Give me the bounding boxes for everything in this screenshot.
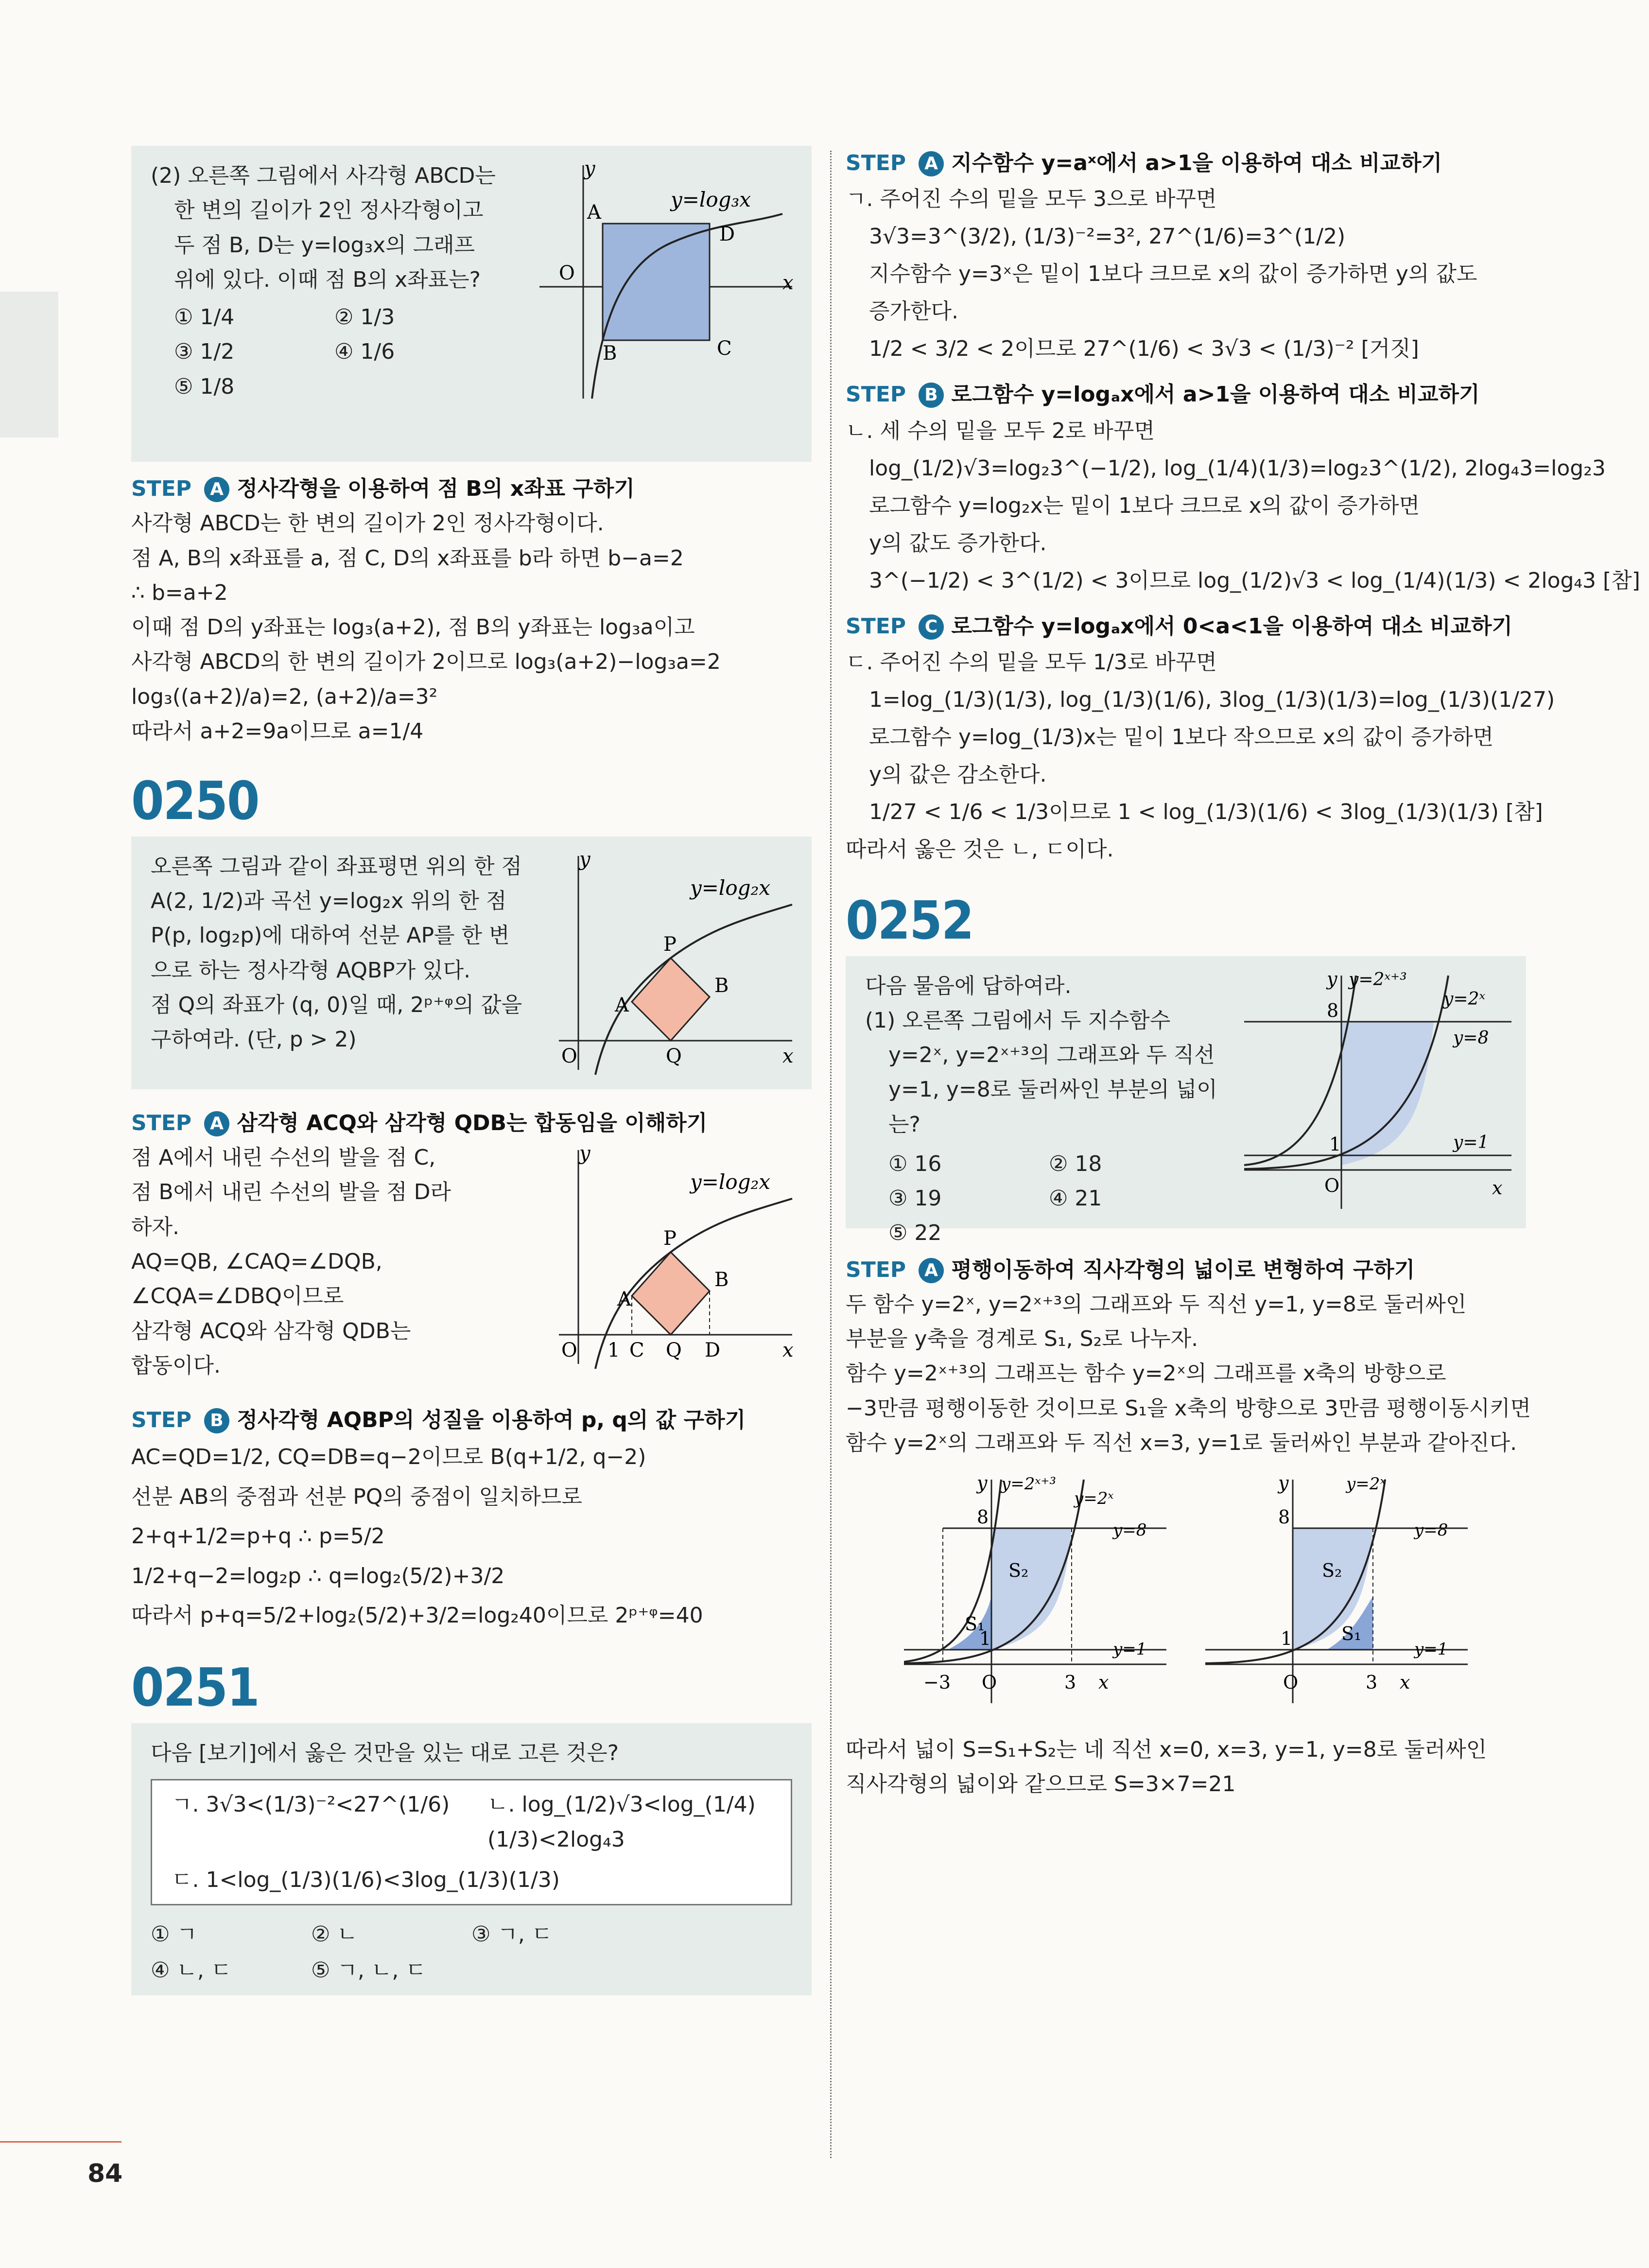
step-heading: STEP A 삼각형 ACQ와 삼각형 QDB는 합동임을 이해하기 [131, 1110, 708, 1135]
svg-text:x: x [1098, 1672, 1109, 1693]
svg-text:y=8: y=8 [1453, 1028, 1489, 1048]
problem-line: 한 변의 길이가 2인 정사각형이고 [174, 198, 484, 223]
svg-text:1: 1 [979, 1628, 991, 1650]
svg-text:y=1: y=1 [1453, 1132, 1489, 1152]
log3-square-figure [530, 156, 802, 408]
svg-text:y=2ˣ: y=2ˣ [1074, 1489, 1114, 1509]
choice: ② 18 [1049, 1151, 1102, 1176]
svg-text:y: y [1327, 968, 1337, 990]
svg-text:S₁: S₁ [965, 1613, 985, 1635]
solution-body: AC=QD=1/2, CQ=DB=q−2이므로 B(q+1/2, q−2) 선분 AB의 중점과 선분 PQ의 중점이 일치하므로 2+q+1/2=p+q ∴ p=5/2 1/2+q−2=log₂p ∴ q=log₂(5/2)+3/2 따라서 p+q=5/2+log₂(5/2)+3/2=log₂40이므로 2ᵖ⁺ᵠ=40 [131, 1445, 703, 1628]
choice: ② ㄴ [311, 1922, 358, 1947]
choice: ② 1/3 [334, 305, 395, 330]
intro-problem-box [131, 146, 812, 462]
svg-text:S₂: S₂ [1322, 1560, 1342, 1582]
svg-text:8: 8 [1327, 999, 1339, 1021]
svg-text:Q: Q [666, 1339, 682, 1362]
svg-text:1: 1 [1281, 1628, 1293, 1650]
page-number-rule [0, 2141, 122, 2143]
svg-text:8: 8 [1278, 1506, 1290, 1528]
problem-box-0251: 다음 [보기]에서 옳은 것만을 있는 대로 고른 것은? ㄱ. 3√3<(1/3)⁻²<27^(1/6) ㄴ. log_(1/2)√3<log_(1/4)(1/3)<2log₄3 ㄷ. 1<log_(1/3)(1/6)<3log_(1/3)(1/3) ① ㄱ ② ㄴ ③ ㄱ, ㄷ ④ ㄴ, ㄷ ⑤ ㄱ, ㄴ, ㄷ [131, 1723, 812, 1995]
curve-label: y=log₃x [671, 188, 751, 211]
left-column [131, 146, 812, 1995]
problem-box-0250: 오른쪽 그림과 같이 좌표평면 위의 한 점 A(2, 1/2)과 곡선 y=log₂x 위의 한 점 P(p, log₂p)에 대하여 선분 AP를 한 변 으로 하는 정사각형 AQBP가 있다. 점 Q의 좌표가 (q, 0)일 때, 2ᵖ⁺ᵠ의 값을 구하여라. (단, p > 2) y x O A P B Q y=log₂x [131, 837, 812, 1089]
exponential-region-figure [1244, 966, 1516, 1219]
side-tab [0, 292, 58, 437]
svg-text:x: x [782, 1045, 794, 1067]
solution-body: 두 함수 y=2ˣ, y=2ˣ⁺³의 그래프와 두 직선 y=1, y=8로 둘러싸인 부분을 y축을 경계로 S₁, S₂로 나누자. 함수 y=2ˣ⁺³의 그래프는 함수 y=2ˣ의 그래프를 x축의 방향으로 −3만큼 평행이동한 것이므로 S₁을 x축의 방향으로 3만큼 평행이동시키면 함수 y=2ˣ의 그래프와 두 직선 x=3, y=1로 둘러싸인 부분과 같아진다. [846, 1291, 1531, 1455]
choice: ① ㄱ [151, 1922, 197, 1947]
solution-body: ㄷ. 주어진 수의 밑을 모두 1/3로 바꾸면 1=log_(1/3)(1/3), log_(1/3)(1/6), 3log_(1/3)(1/3)=log_(1/3)(1/27) 로그함수 y=log_(1/3)x는 밑이 1보다 작으므로 x의 값이 증가하면 y의 값은 감소한다. 1/27 < 1/6 < 1/3이므로 1 < log_(1/3)(1/6) < 3log_(1/3)(1/3) [참] 따라서 옳은 것은 ㄴ, ㄷ이다. [846, 649, 1555, 862]
svg-text:B: B [714, 974, 729, 997]
solution-body: ㄱ. 주어진 수의 밑을 모두 3으로 바꾸면 3√3=3^(3/2), (1/3)⁻²=3², 27^(1/6)=3^(1/2) 지수함수 y=3ˣ은 밑이 1보다 크므로 x의 값이 증가하면 y의 값도 증가한다. 1/2 < 3/2 < 2이므로 27^(1/6) < 3√3 < (1/3)⁻² [거짓] [846, 187, 1477, 362]
svg-text:y=8: y=8 [1113, 1520, 1147, 1540]
page-number: 84 [87, 2159, 123, 2188]
congruence-figure [549, 1140, 802, 1374]
problem-number: 0252 [846, 890, 973, 951]
svg-text:O: O [1283, 1672, 1299, 1693]
choice: ① 1/4 [174, 305, 235, 330]
problem-line: (2) 오른쪽 그림에서 사각형 ABCD는 [151, 163, 496, 188]
translated-region-figure [1205, 1470, 1477, 1723]
svg-text:B: B [714, 1269, 729, 1291]
svg-text:O: O [561, 1045, 577, 1067]
svg-text:x: x [1492, 1177, 1503, 1199]
svg-text:O: O [559, 262, 575, 284]
conclusion: 따라서 넓이 S=S₁+S₂는 네 직선 x=0, x=3, y=1, y=8로 둘러싸인 직사각형의 넓이와 같으므로 S=3×7=21 [846, 1737, 1487, 1797]
bogi-box: ㄱ. 3√3<(1/3)⁻²<27^(1/6) ㄴ. log_(1/2)√3<log_(1/4)(1/3)<2log₄3 ㄷ. 1<log_(1/3)(1/6)<3log_(1/3)(1/3) [151, 1779, 792, 1905]
problem-box-0252: 다음 물음에 답하여라. (1) 오른쪽 그림에서 두 지수함수 y=2ˣ, y=2ˣ⁺³의 그래프와 두 직선 y=1, y=8로 둘러싸인 부분의 넓이 는? ① 16 ② 18 ③ 19 ④ 21 ⑤ 22 y x O 8 1 y=2ˣ⁺³ y=2ˣ y=8 y=1 [846, 956, 1526, 1228]
svg-text:y=1: y=1 [1113, 1640, 1147, 1659]
problem-number: 0250 [131, 771, 259, 832]
svg-text:y=2ˣ⁺³: y=2ˣ⁺³ [1349, 969, 1407, 990]
choice: ⑤ ㄱ, ㄴ, ㄷ [311, 1957, 426, 1983]
curve-label: y=log₂x [690, 875, 771, 900]
svg-text:x: x [782, 272, 794, 294]
svg-text:S₂: S₂ [1008, 1560, 1029, 1582]
svg-text:D: D [719, 223, 735, 245]
choice: ③ 19 [888, 1186, 942, 1211]
step-heading: STEP B 로그함수 y=logₐx에서 a>1을 이용하여 대소 비교하기 [846, 382, 1480, 407]
problem-line: 위에 있다. 이때 점 B의 x좌표는? [174, 267, 481, 292]
svg-text:O: O [561, 1339, 577, 1362]
step-heading: STEP A 지수함수 y=aˣ에서 a>1을 이용하여 대소 비교하기 [846, 151, 1442, 175]
svg-text:y: y [579, 1142, 590, 1165]
log2-square-figure [549, 846, 802, 1080]
svg-text:C: C [717, 337, 732, 360]
svg-text:C: C [629, 1339, 644, 1362]
svg-text:y: y [584, 157, 595, 180]
svg-text:x: x [1400, 1672, 1410, 1693]
svg-text:1: 1 [608, 1339, 620, 1362]
svg-text:y: y [579, 848, 590, 871]
svg-text:x: x [782, 1339, 794, 1362]
solution-body: ㄴ. 세 수의 밑을 모두 2로 바꾸면 log_(1/2)√3=log₂3^(−1/2), log_(1/4)(1/3)=log₂3^(1/2), 2log₄3=log₂3 로그함수 y=log₂x는 밑이 1보다 크므로 x의 값이 증가하면 y의 값도 증가한다. 3^(−1/2) < 3^(1/2) < 3이므로 log_(1/2)√3 < log_(1/4)(1/3) < 2log₄3 [참] [846, 418, 1640, 593]
svg-text:y=8: y=8 [1414, 1520, 1448, 1540]
svg-text:y=1: y=1 [1414, 1640, 1448, 1659]
column-divider [830, 151, 832, 2158]
svg-text:A: A [615, 994, 629, 1016]
solution-body: 점 A에서 내린 수선의 발을 점 C, 점 B에서 내린 수선의 발을 점 D라 하자. AQ=QB, ∠CAQ=∠DQB, ∠CQA=∠DBQ이므로 삼각형 ACQ와 삼각형 QDB는 합동이다. y x O A P B 1 C Q D y=log₂x [131, 1140, 812, 1393]
step-heading: STEP C 로그함수 y=logₐx에서 0<a<1을 이용하여 대소 비교하기 [846, 613, 1513, 639]
svg-text:y=2ˣ: y=2ˣ [1443, 989, 1486, 1009]
choice: ④ 1/6 [334, 339, 395, 365]
choice: ③ ㄱ, ㄷ [471, 1922, 553, 1947]
svg-text:S₁: S₁ [1341, 1623, 1362, 1645]
problem-number: 0251 [131, 1657, 259, 1719]
choice: ④ 21 [1049, 1186, 1102, 1211]
svg-text:y: y [977, 1472, 988, 1494]
choice: ① 16 [888, 1151, 942, 1176]
svg-text:−3: −3 [923, 1672, 951, 1693]
solution-body: 사각형 ABCD는 한 변의 길이가 2인 정사각형이다. 점 A, B의 x좌표를 a, 점 C, D의 x좌표를 b라 하면 b−a=2 ∴ b=a+2 이때 점 D의 y좌표는 log₃(a+2), 점 B의 y좌표는 log₃a이고 사각형 ABCD의 한 변의 길이가 2이므로 log₃(a+2)−log₃a=2 log₃((a+2)/a)=2, (a+2)/a=3² 따라서 a+2=9a이므로 a=1/4 [131, 511, 721, 744]
region-split-figure [904, 1470, 1176, 1723]
problem-line: 두 점 B, D는 y=log₃x의 그래프 [174, 232, 475, 258]
svg-text:B: B [603, 342, 617, 365]
svg-text:O: O [1324, 1174, 1340, 1196]
svg-text:y=log₂x: y=log₂x [690, 1170, 771, 1194]
svg-text:P: P [663, 933, 677, 956]
svg-text:y=2ˣ⁺³: y=2ˣ⁺³ [1001, 1474, 1056, 1494]
right-column [846, 146, 1640, 1802]
svg-text:y: y [1278, 1472, 1289, 1494]
svg-text:y=2ˣ: y=2ˣ [1346, 1474, 1386, 1494]
svg-text:1: 1 [1329, 1133, 1341, 1155]
choice: ⑤ 22 [888, 1221, 942, 1246]
translation-figures [846, 1470, 1526, 1732]
step-heading: STEP B 정사각형 AQBP의 성질을 이용하여 p, q의 값 구하기 [131, 1408, 746, 1433]
choice: ③ 1/2 [174, 339, 235, 365]
svg-text:A: A [587, 201, 601, 224]
svg-text:8: 8 [977, 1506, 989, 1528]
step-heading: STEP A 평행이동하여 직사각형의 넓이로 변형하여 구하기 [846, 1257, 1415, 1282]
choice: ⑤ 1/8 [174, 374, 235, 399]
svg-text:3: 3 [1064, 1672, 1076, 1693]
choice: ④ ㄴ, ㄷ [151, 1957, 232, 1983]
svg-text:A: A [617, 1288, 631, 1311]
svg-text:3: 3 [1366, 1672, 1378, 1693]
svg-text:P: P [663, 1227, 677, 1250]
step-heading: STEP A 정사각형을 이용하여 점 B의 x좌표 구하기 [131, 476, 635, 501]
svg-text:D: D [705, 1339, 721, 1362]
svg-text:O: O [982, 1672, 997, 1693]
svg-text:Q: Q [666, 1045, 682, 1067]
